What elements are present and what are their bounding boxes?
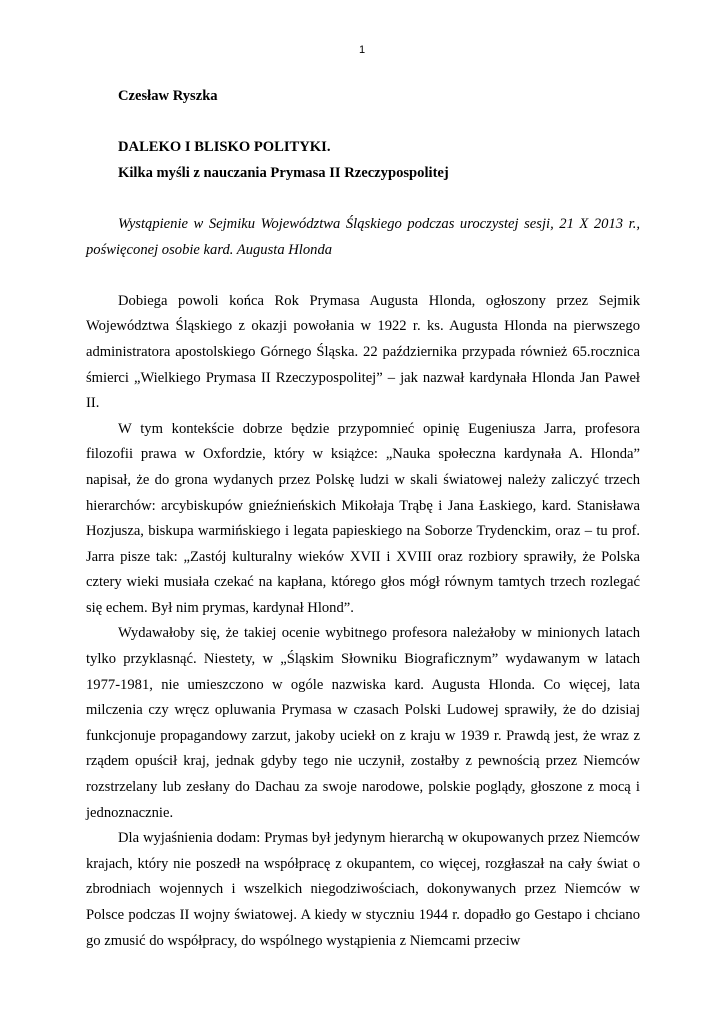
body-text (86, 289, 640, 954)
author-name: Czesław Ryszka (118, 88, 218, 104)
document-content (86, 84, 640, 954)
intro-note: Wystąpienie w Sejmiku Województwa Śląskiego podczas uroczystej sesji, 21 X 2013 r., poświęconej osobie kard. Augusta Hlonda (86, 215, 640, 258)
paragraph: Dla wyjaśnienia dodam: Prymas był jedynym hierarchą w okupowanych przez Niemców krajach, który nie poszedł na współpracę z okupantem, co więcej, rozgłaszał na cały świat o zbrodniach wojennych i wszelkich niegodziwościach, dokonywanych przez Niemców w Polsce podczas II wojny światowej. A kiedy w styczniu 1944 r. dopadło go Gestapo i chciano go zmusić do współpracy, do wspólnego wystąpienia z Niemcami przeciw (86, 830, 640, 949)
document-title: DALEKO I BLISKO POLITYKI. (118, 139, 331, 156)
paragraph: Dobiega powoli końca Rok Prymasa Augusta Hlonda, ogłoszony przez Sejmik Województwa Śląskiego z okazji powołania w 1922 r. ks. Augusta Hlonda na pierwszego administratora apostolskiego Górnego Śląska. 22 października przypada również 65.rocznica śmierci „Wielkiego Prymasa II Rzeczypospolitej” – jak nazwał kardynała Hlonda Jan Paweł II. (86, 292, 640, 412)
paragraph: W tym kontekście dobrze będzie przypomnieć opinię Eugeniusza Jarra, profesora filozofii prawa w Oxfordzie, który w książce: „Nauka społeczna kardynała A. Hlonda” napisał, że do grona wydanych przez Polskę ludzi w skali światowej należy zaliczyć trzech hierarchów: arcybiskupów gnieźnieńskich Mikołaja Trąbę i Jana Łaskiego, kard. Stanisława Hozjusza, biskupa warmińskiego i legata papieskiego na Soborze Trydenckim, oraz – tu prof. Jarra pisze tak: „Zastój kulturalny wieków XVII i XVIII oraz rozbiory sprawiły, że Polska cztery wieki musiała czekać na kapłana, którego głos mógł równym tamtych trzech rozlegać się echem. Był nim prymas, kardynał Hlond”. (86, 420, 640, 616)
paragraph: Wydawałoby się, że takiej ocenie wybitnego profesora należałoby w minionych latach tylko przyklasnąć. Niestety, w „Śląskim Słowniku Biograficznym” wydawanym w latach 1977-1981, nie umieszczono w ogóle nazwiska kard. Augusta Hlonda. Co więcej, lata milczenia czy wręcz opluwania Prymasa w czasach Polski Ludowej sprawiły, że do dzisiaj funkcjonuje propagandowy zarzut, jakoby uciekł on z kraju w 1939 r. Prawdą jest, że wraz z rządem opuścił kraj, jednak gdyby tego nie uczynił, zostałby z pewnością przez Niemców rozstrzelany lub zesłany do Dachau za swoje narodowe, polskie poglądy, głoszone z mocą i jednoznacznie. (86, 625, 640, 821)
page-number: 1 (358, 44, 366, 56)
document-subtitle: Kilka myśli z nauczania Prymasa II Rzeczypospolitej (118, 164, 449, 181)
